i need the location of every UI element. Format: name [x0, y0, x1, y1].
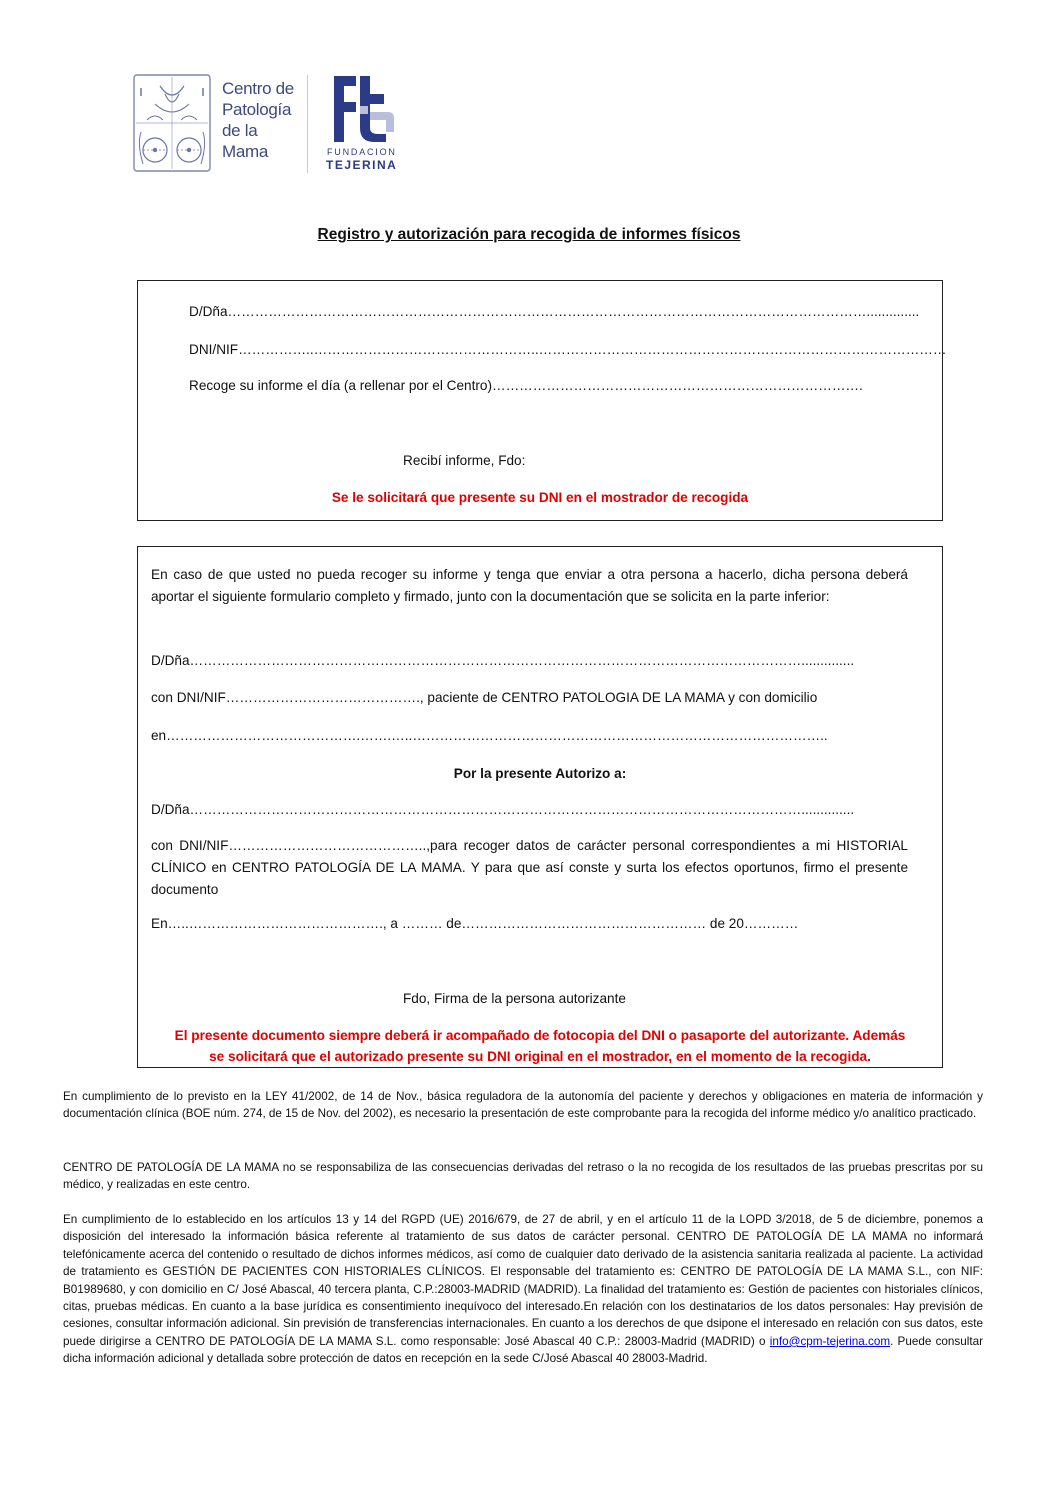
cpm-logo-line: de la [222, 121, 258, 140]
authorization-intro: En caso de que usted no pueda recoger su informe y tenga que enviar a otra persona a hacerlo, dicha persona deberá aportar el siguiente formulario completo y firmado, junto con la documentación que se solicita en la parte inferior: [151, 567, 908, 604]
authorizer-signature-label: Fdo, Firma de la persona autorizante [403, 991, 626, 1006]
cpm-logo-line: Centro de [222, 79, 294, 98]
receipt-signature-label: Recibí informe, Fdo: [403, 453, 526, 468]
cpm-logo-text [222, 78, 302, 162]
place-date-field-line[interactable]: En…..……………………………………., a ……… de……………………………………………… de 20………… [151, 916, 799, 931]
document-requirement-notice-1: El presente documento siempre deberá ir acompañado de fotocopia del DNI o pasaporte del autorizante. Además [174, 1028, 906, 1043]
page-title: Registro y autorización para recogida de informes físicos [317, 226, 741, 243]
logo-divider [307, 75, 308, 173]
legal-paragraph-3 [63, 1211, 983, 1368]
dni-field-line[interactable]: DNI/NIF……………..…………………………………………..……………………………………………………………………………… [189, 342, 947, 357]
legal-paragraph-3-tail: . Puede consultar dicha información adicional y detallada sobre protección de datos en recepción en la sede C/José Abascal 40 28003-Madrid. [63, 1334, 983, 1366]
contact-email-link[interactable]: info@cpm-tejerina.com [769, 1334, 891, 1348]
patient-address-field-line[interactable]: en…………………………………….…….…..……………………………………………………………………………….. [151, 728, 828, 743]
cpm-logo-line: Patología [222, 100, 292, 119]
patient-dni-field-line[interactable]: con DNI/NIF……………………………………., paciente de CENTRO PATOLOGIA DE LA MAMA y con domicilio [151, 690, 818, 705]
legal-paragraph-3-text: En cumplimiento de lo establecido en los artículos 13 y 14 del RGPD (UE) 2016/679, de 27 de abril, y en el artículo 11 de la LOPD 3/2018, de 5 de diciembre, ponemos a disposición del interesado la información básica referente al tratamiento de sus datos de carácter personal. CENTRO DE PATOLOGÍA DE LA MAMA no informará telefónicamente acerca del contenido o resultado de dichos informes médicos, así como de cualquier dato derivado de la asistencia sanitaria realizada al paciente. La actividad de tratamiento es GESTIÓN DE PACIENTES CON HISTORIALES CLÍNICOS. El responsable del tratamiento es: CENTRO DE PATOLOGÍA DE LA MAMA S.L., con NIF: B01989680, y con domicilio en C/ José Abascal, 40 tercera planta, C.P.:28003-MADRID (MADRID). La finalidad del tratamiento es: Gestión de pacientes con historiales clínicos, citas, pruebas médicas. En cuanto a la base jurídica es consentimiento inequívoco del interesado.En relación con los destinatarios de los datos personales: Hay previsión de cesiones, consultar información adicional. Sin previsión de transferencias internacionales. En cuanto a los derechos de que dsipone el interesado en relación con sus datos, este puede dirigirse a CENTRO DE PATOLOGÍA DE LA MAMA S.L. como responsable: José Abascal 40 C.P.: 28003-Madrid (MADRID) o [63, 1213, 983, 1348]
tejerina-label: TEJERINA [326, 158, 398, 172]
authorized-name-field-line[interactable]: D/Dña……………………………………………………………………………………………………………………….............. [151, 802, 855, 817]
patient-name-field-line[interactable]: D/Dña……………………………………………………………………………………………………………………….............. [151, 653, 855, 668]
authorized-dni-statement[interactable]: con DNI/NIF……………………………………..,para recoger datos de carácter personal correspondientes a mi HISTORIAL CLÍNICO en CENTRO PATOLOGÍA DE LA MAMA. Y para que así conste y surta los efectos oportunos, firmo el presente documento [151, 838, 908, 897]
dni-required-notice: Se le solicitará que presente su DNI en el mostrador de recogida [331, 490, 749, 505]
pickup-date-field-line[interactable]: Recoge su informe el día (a rellenar por el Centro)………………………………………………………………………. [189, 378, 863, 393]
legal-paragraph-2: CENTRO DE PATOLOGÍA DE LA MAMA no se responsabiliza de las consecuencias derivadas del retraso o la no recogida de los resultados de las pruebas prescritas por su médico, y realizadas en este centro. [63, 1161, 983, 1192]
cpm-logo-emblem [133, 74, 211, 172]
document-requirement-notice-2: se solicitará que el autorizado presente su DNI original en el mostrador, en el momento de la recogida. [209, 1049, 871, 1064]
cpm-logo-line: Mama [222, 142, 269, 161]
fundacion-label: FUNDACION [327, 147, 397, 157]
authorize-heading: Por la presente Autorizo a: [453, 766, 627, 781]
name-field-line[interactable]: D/Dña…………………………………………………………………………………………………………………………….............. [189, 304, 920, 319]
legal-paragraph-1: En cumplimiento de lo previsto en la LEY 41/2002, de 14 de Nov., básica reguladora de la autonomía del paciente y derechos y obligaciones en materia de información y documentación clínica (BOE núm. 274, de 15 de Nov. del 2002), es necesario la presentación de este comprobante para la recogida del informe médico y/o analítico practicado. [63, 1090, 983, 1121]
